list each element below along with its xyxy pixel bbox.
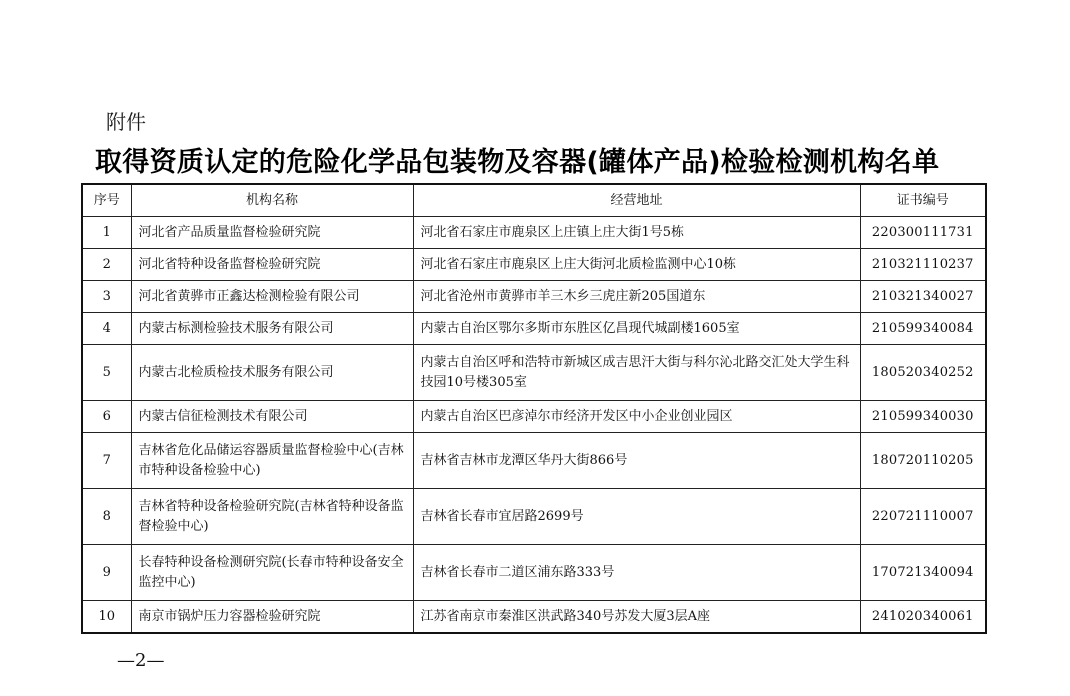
row-name: 南京市锅炉压力容器检验研究院 (131, 601, 413, 634)
table-row (82, 489, 986, 545)
table-row (82, 281, 986, 313)
row-no: 9 (82, 545, 131, 601)
row-cert: 220300111731 (860, 217, 986, 249)
row-no: 8 (82, 489, 131, 545)
header-name: 机构名称 (131, 184, 413, 217)
row-address: 河北省石家庄市鹿泉区上庄大街河北质检监测中心10栋 (413, 249, 860, 281)
table-row (82, 249, 986, 281)
document-title: 取得资质认定的危险化学品包装物及容器(罐体产品)检验检测机构名单 (95, 147, 940, 178)
row-address: 内蒙古自治区呼和浩特市新城区成吉思汗大街与科尔沁北路交汇处大学生科技园10号楼305室 (413, 345, 860, 401)
row-name: 吉林省特种设备检验研究院(吉林省特种设备监督检验中心) (131, 489, 413, 545)
row-no: 3 (82, 281, 131, 313)
row-cert: 170721340094 (860, 545, 986, 601)
row-address: 内蒙古自治区鄂尔多斯市东胜区亿昌现代城副楼1605室 (413, 313, 860, 345)
row-address: 河北省石家庄市鹿泉区上庄镇上庄大街1号5栋 (413, 217, 860, 249)
row-name: 吉林省危化品储运容器质量监督检验中心(吉林市特种设备检验中心) (131, 433, 413, 489)
row-address: 吉林省吉林市龙潭区华丹大街866号 (413, 433, 860, 489)
row-no: 4 (82, 313, 131, 345)
table-row (82, 345, 986, 401)
header-address: 经营地址 (413, 184, 860, 217)
header-cert: 证书编号 (860, 184, 986, 217)
row-cert: 220721110007 (860, 489, 986, 545)
row-name: 河北省特种设备监督检验研究院 (131, 249, 413, 281)
row-no: 5 (82, 345, 131, 401)
row-address: 吉林省长春市二道区浦东路333号 (413, 545, 860, 601)
row-name: 内蒙古信征检测技术有限公司 (131, 401, 413, 433)
page-number: —2— (117, 650, 165, 671)
table-row (82, 433, 986, 489)
row-address: 吉林省长春市宜居路2699号 (413, 489, 860, 545)
row-cert: 210321110237 (860, 249, 986, 281)
row-cert: 180720110205 (860, 433, 986, 489)
attachment-label: 附件 (106, 110, 146, 134)
row-address: 江苏省南京市秦淮区洪武路340号苏发大厦3层A座 (413, 601, 860, 634)
institution-table (81, 183, 987, 634)
row-cert: 210599340084 (860, 313, 986, 345)
row-name: 内蒙古标测检验技术服务有限公司 (131, 313, 413, 345)
table-row (82, 401, 986, 433)
row-no: 10 (82, 601, 131, 634)
table-header-row (82, 184, 986, 217)
table-row (82, 217, 986, 249)
row-address: 河北省沧州市黄骅市羊三木乡三虎庄新205国道东 (413, 281, 860, 313)
row-cert: 210599340030 (860, 401, 986, 433)
row-cert: 241020340061 (860, 601, 986, 634)
row-cert: 180520340252 (860, 345, 986, 401)
row-name: 长春特种设备检测研究院(长春市特种设备安全监控中心) (131, 545, 413, 601)
row-no: 7 (82, 433, 131, 489)
row-address: 内蒙古自治区巴彦淖尔市经济开发区中小企业创业园区 (413, 401, 860, 433)
header-no: 序号 (82, 184, 131, 217)
row-name: 河北省黄骅市正鑫达检测检验有限公司 (131, 281, 413, 313)
row-no: 1 (82, 217, 131, 249)
row-name: 河北省产品质量监督检验研究院 (131, 217, 413, 249)
row-cert: 210321340027 (860, 281, 986, 313)
row-name: 内蒙古北检质检技术服务有限公司 (131, 345, 413, 401)
row-no: 6 (82, 401, 131, 433)
table-row (82, 601, 986, 634)
row-no: 2 (82, 249, 131, 281)
table-row (82, 313, 986, 345)
table-row (82, 545, 986, 601)
